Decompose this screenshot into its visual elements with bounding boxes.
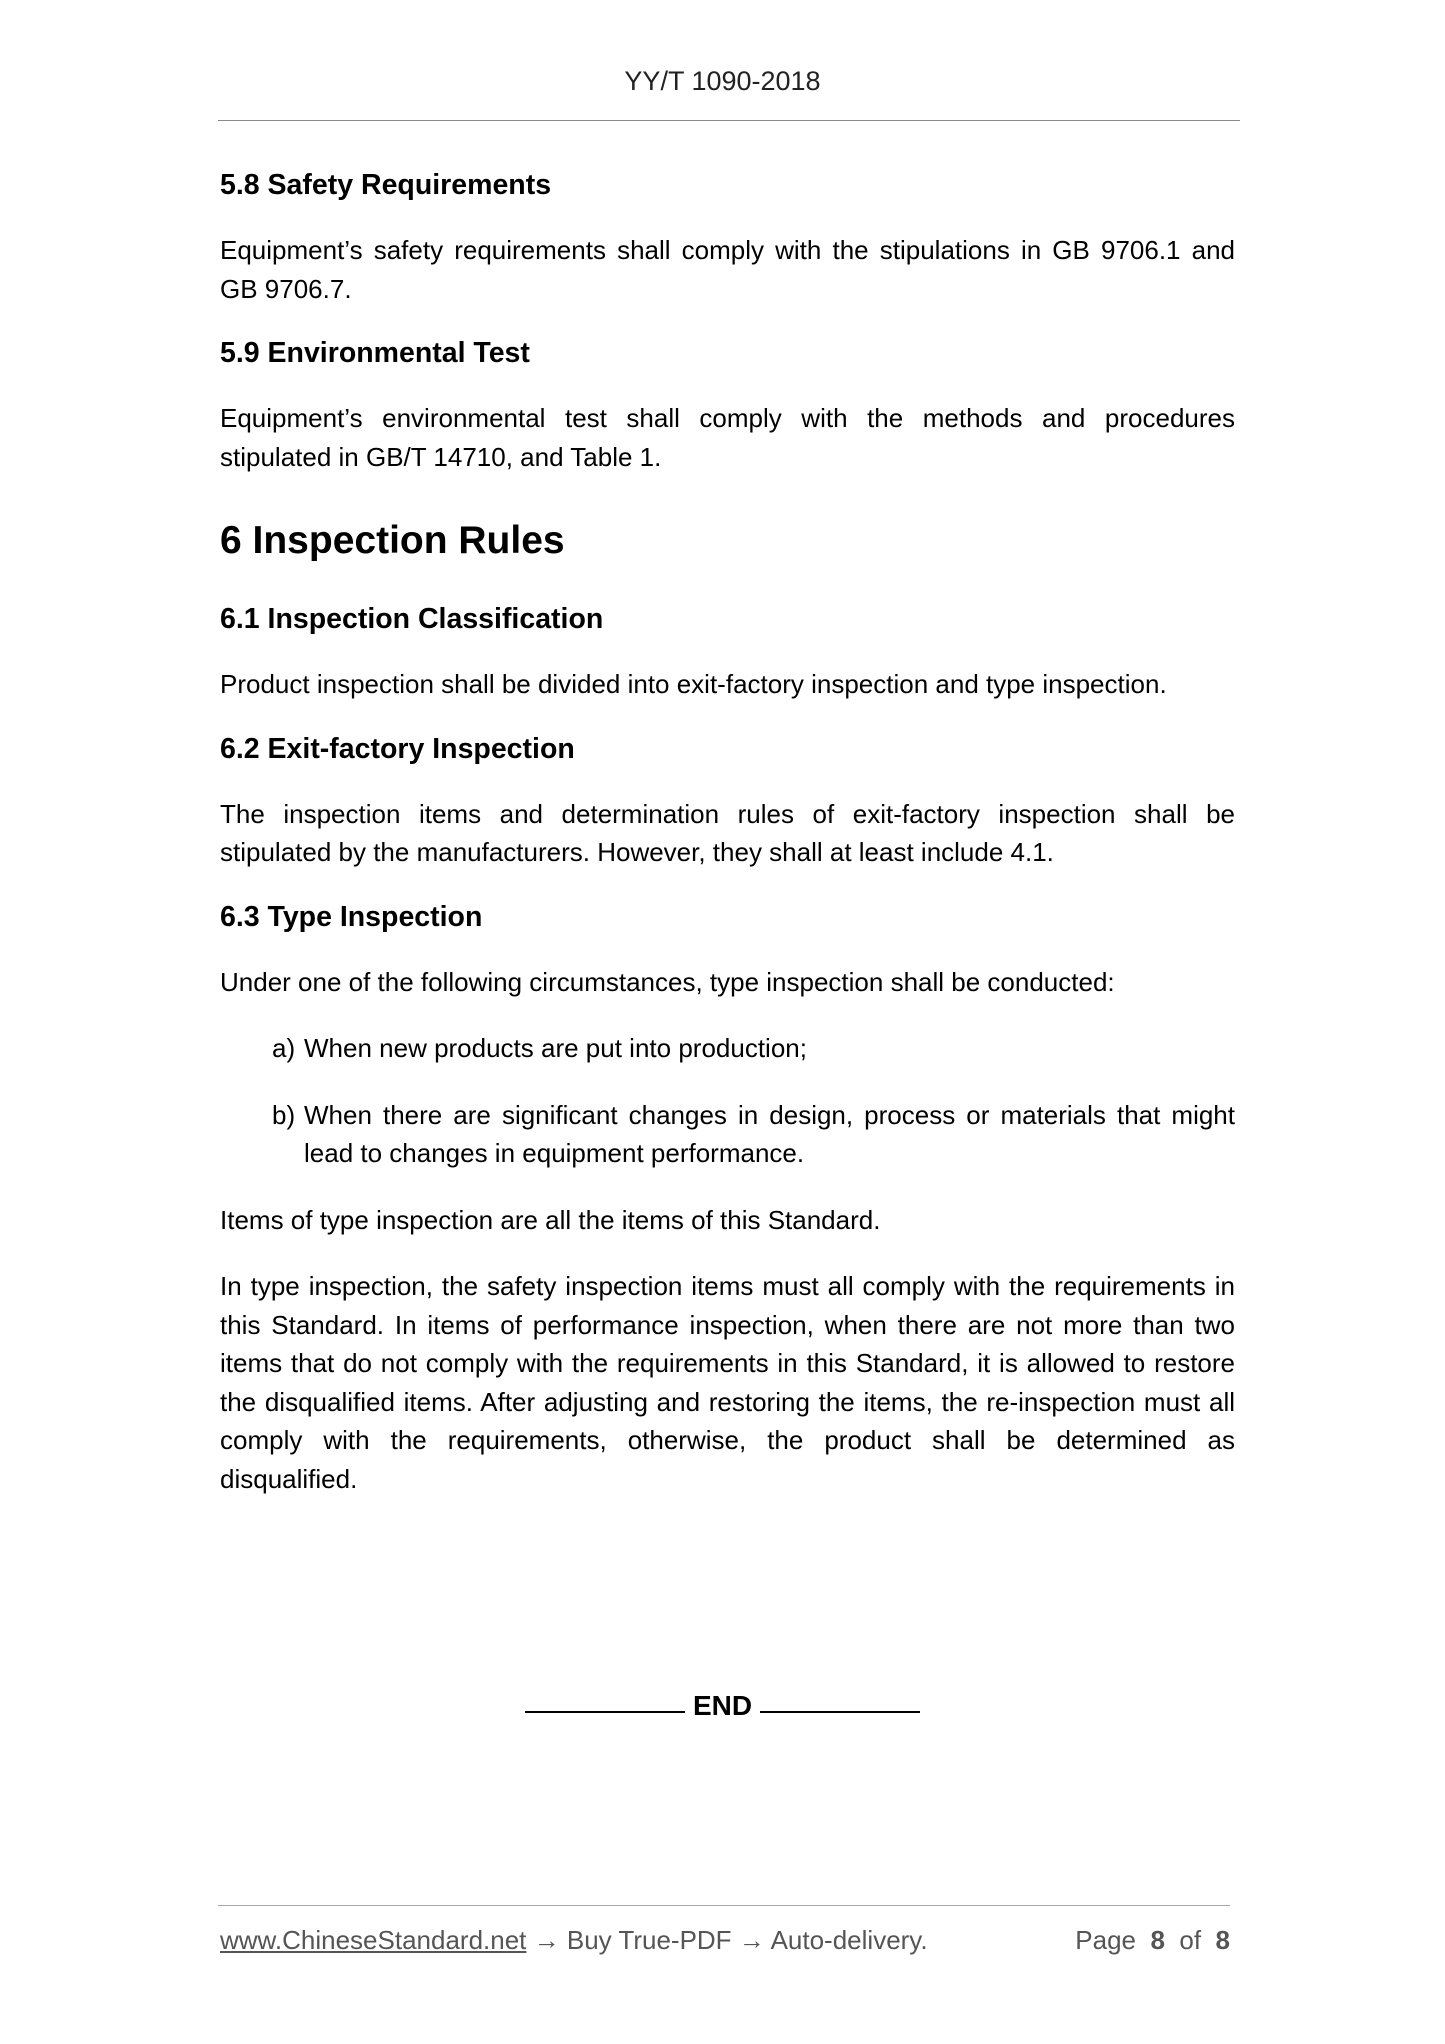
section-5-9-heading: 5.9 Environmental Test bbox=[220, 337, 530, 369]
section-5-9-body: Equipment’s environmental test shall comply with the methods and procedures stipulated in GB/T 14710, and Table 1. bbox=[220, 403, 1235, 472]
page-total: 8 bbox=[1215, 1925, 1230, 1955]
chapter-6-heading: 6 Inspection Rules bbox=[220, 519, 565, 562]
list-item bbox=[272, 1096, 1235, 1173]
page-current: 8 bbox=[1150, 1925, 1165, 1955]
header-divider bbox=[218, 120, 1240, 121]
section-6-1-body: Product inspection shall be divided into exit-factory inspection and type inspection. bbox=[220, 669, 1167, 699]
page-header-title: YY/T 1090-2018 bbox=[624, 66, 821, 96]
list-item-text: When there are significant changes in design, process or materials that might lead to changes in equipment performance. bbox=[304, 1099, 1235, 1168]
list-item-text: When new products are put into production; bbox=[304, 1033, 807, 1063]
page-of: of bbox=[1179, 1925, 1202, 1955]
section-6-2-body: The inspection items and determination rules of exit-factory inspection shall be stipulated by the manufacturers. However, they shall at least include 4.1. bbox=[220, 798, 1235, 867]
footer-tagline: → Buy True-PDF → Auto-delivery. bbox=[526, 1925, 928, 1955]
document-body bbox=[220, 160, 1235, 1498]
list-item bbox=[272, 1029, 1235, 1068]
end-label: END bbox=[692, 1690, 753, 1721]
end-marker bbox=[0, 1690, 1445, 1722]
section-5-8-body: Equipment’s safety requirements shall comply with the stipulations in GB 9706.1 and GB 9706.7. bbox=[220, 235, 1235, 304]
end-rule-right bbox=[760, 1711, 920, 1713]
section-6-3-intro: Under one of the following circumstances, type inspection shall be conducted: bbox=[220, 966, 1115, 997]
type-inspection-items-paragraph: Items of type inspection are all the items of this Standard. bbox=[220, 1204, 881, 1235]
section-6-2-heading: 6.2 Exit-factory Inspection bbox=[220, 732, 575, 765]
section-6-1-heading: 6.1 Inspection Classification bbox=[220, 603, 604, 635]
footer-divider bbox=[218, 1905, 1230, 1906]
section-6-3-heading: 6.3 Type Inspection bbox=[220, 900, 483, 933]
section-5-8-heading: 5.8 Safety Requirements bbox=[220, 169, 552, 201]
page-label: Page bbox=[1075, 1925, 1137, 1955]
page-number bbox=[1075, 1925, 1230, 1956]
circumstance-list bbox=[220, 1029, 1235, 1173]
footer-promo bbox=[220, 1925, 928, 1956]
list-item-marker: a) bbox=[272, 1033, 296, 1063]
site-link[interactable]: www.ChineseStandard.net bbox=[220, 1925, 527, 1955]
type-inspection-rules-paragraph: In type inspection, the safety inspection items must all comply with the requirements in this Standard. In items of performance inspection, when there are not more than two items that do not comply with the requirements in this Standard, it is allowed to restore the disqualified items. After adjusting and restoring the items, the re-inspection must all comply with the requirements, otherwise, the product shall be determined as disqualified. bbox=[220, 1271, 1235, 1494]
end-rule-left bbox=[525, 1711, 685, 1713]
list-item-marker: b) bbox=[272, 1099, 296, 1130]
